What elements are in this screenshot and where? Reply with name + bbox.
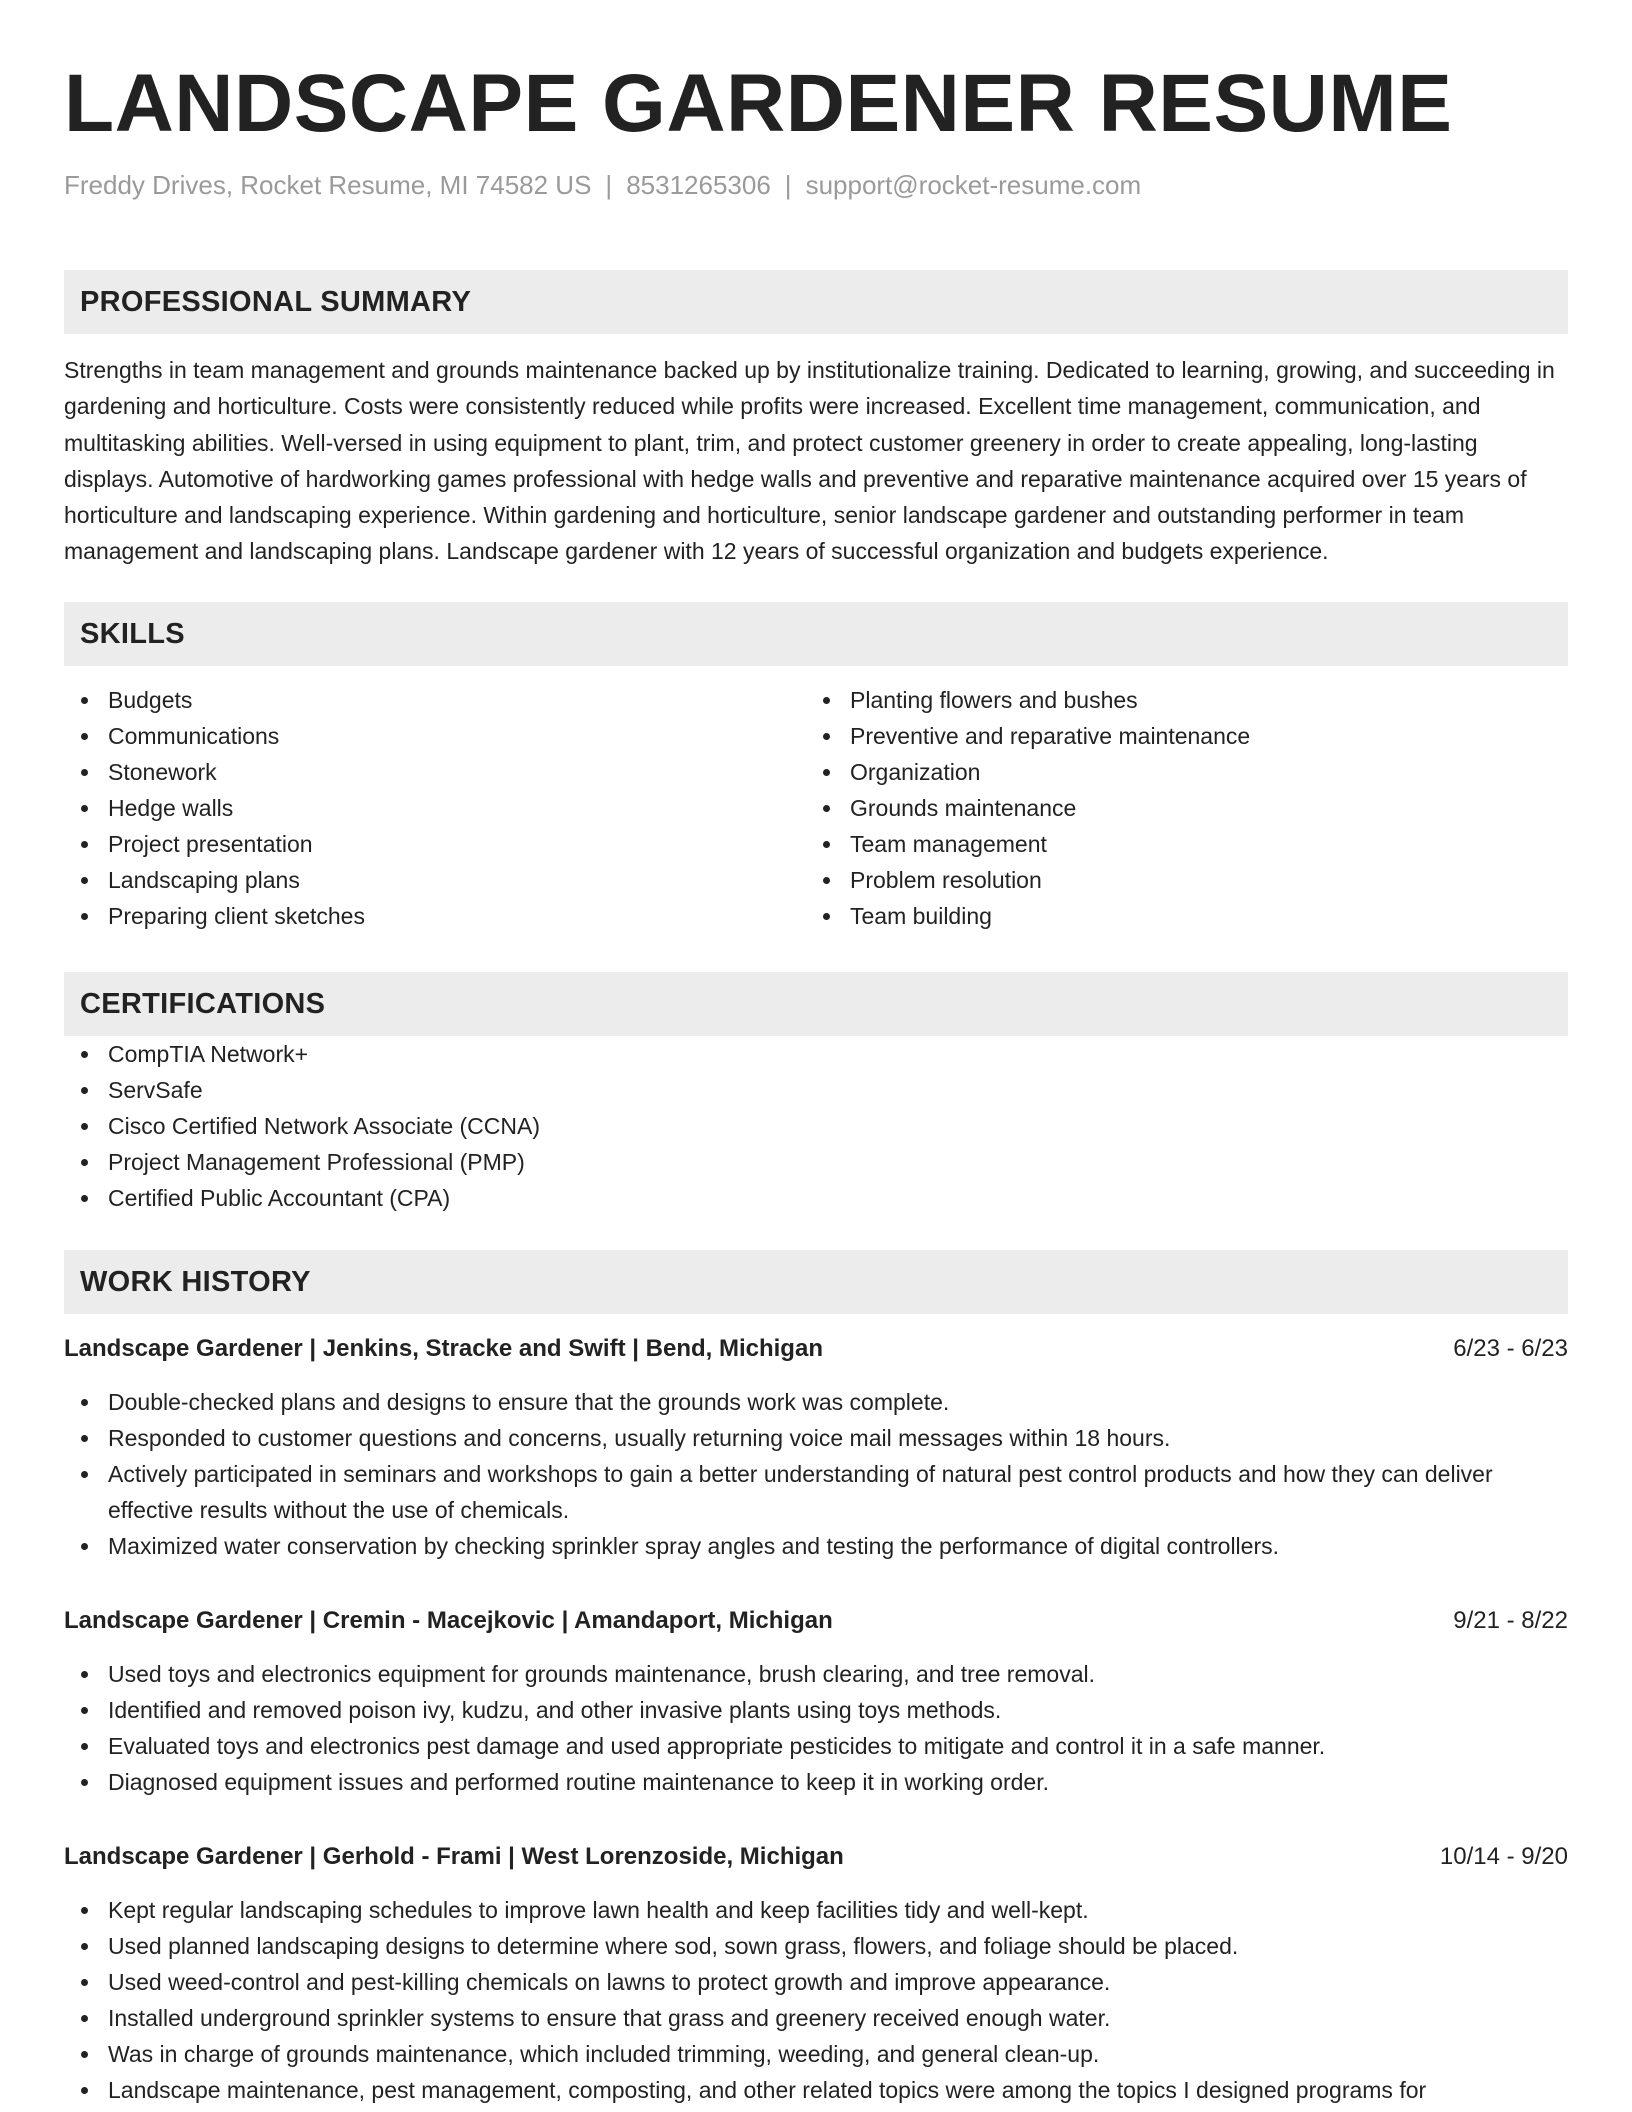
skill-item: Team management [806, 826, 1548, 862]
skills-list-right [806, 682, 1548, 934]
job-bullet: Used planned landscaping designs to determine where sod, sown grass, flowers, and foliage should be placed. [64, 1928, 1568, 1964]
job-title: Landscape Gardener | Cremin - Macejkovic | Amandaport, Michigan [64, 1606, 833, 1634]
certification-item: Certified Public Accountant (CPA) [64, 1180, 1568, 1216]
certifications-list [64, 1036, 1568, 1216]
job-dates: 10/14 - 9/20 [1439, 1842, 1568, 1870]
job-bullet: Double-checked plans and designs to ensure that the grounds work was complete. [64, 1384, 1568, 1420]
skill-item: Preparing client sketches [64, 898, 806, 934]
job-bullet: Used weed-control and pest-killing chemicals on lawns to protect growth and improve appearance. [64, 1964, 1568, 2000]
job-bullet: Actively participated in seminars and workshops to gain a better understanding of natural pest control products and how they can deliver effective results without the use of chemicals. [64, 1456, 1568, 1528]
job-bullet: Was in charge of grounds maintenance, which included trimming, weeding, and general clean-up. [64, 2036, 1568, 2072]
skill-item: Planting flowers and bushes [806, 682, 1548, 718]
job-bullet: Kept regular landscaping schedules to improve lawn health and keep facilities tidy and well-kept. [64, 1892, 1568, 1928]
job-header [64, 1840, 1568, 1874]
job-bullet: Identified and removed poison ivy, kudzu, and other invasive plants using toys methods. [64, 1692, 1568, 1728]
job-entry [64, 1332, 1568, 1564]
job-bullet: Responded to customer questions and concerns, usually returning voice mail messages within 18 hours. [64, 1420, 1568, 1456]
skill-item: Team building [806, 898, 1548, 934]
job-bullets [64, 1656, 1568, 1800]
summary-heading: PROFESSIONAL SUMMARY [64, 270, 1568, 334]
job-title: Landscape Gardener | Gerhold - Frami | West Lorenzoside, Michigan [64, 1842, 844, 1870]
skill-item: Communications [64, 718, 806, 754]
contact-separator: | [784, 170, 792, 200]
certification-item: Cisco Certified Network Associate (CCNA) [64, 1108, 1568, 1144]
skill-item: Hedge walls [64, 790, 806, 826]
contact-address: Freddy Drives, Rocket Resume, MI 74582 US [64, 170, 592, 200]
skill-item: Budgets [64, 682, 806, 718]
certifications-heading: CERTIFICATIONS [64, 972, 1568, 1036]
skill-item: Landscaping plans [64, 862, 806, 898]
job-bullets [64, 1892, 1568, 2108]
skills-list-left [64, 682, 806, 934]
skills-columns [64, 682, 1568, 934]
certification-item: CompTIA Network+ [64, 1036, 1568, 1072]
contact-separator: | [605, 170, 613, 200]
job-bullet: Used toys and electronics equipment for grounds maintenance, brush clearing, and tree removal. [64, 1656, 1568, 1692]
skill-item: Project presentation [64, 826, 806, 862]
certification-item: ServSafe [64, 1072, 1568, 1108]
contact-email: support@rocket-resume.com [805, 170, 1142, 200]
resume-title: LANDSCAPE GARDENER RESUME [64, 58, 1453, 149]
resume-page [64, 0, 1568, 2108]
job-entry [64, 1840, 1568, 2108]
contact-line [64, 168, 1568, 202]
job-title: Landscape Gardener | Jenkins, Stracke and Swift | Bend, Michigan [64, 1334, 823, 1362]
job-header [64, 1332, 1568, 1366]
job-dates: 6/23 - 6/23 [1453, 1334, 1568, 1362]
job-bullet: Diagnosed equipment issues and performed routine maintenance to keep it in working order. [64, 1764, 1568, 1800]
skill-item: Grounds maintenance [806, 790, 1548, 826]
job-bullet: Landscape maintenance, pest management, composting, and other related topics were among the topics I designed programs for [64, 2072, 1568, 2108]
skill-item: Problem resolution [806, 862, 1548, 898]
job-bullet: Installed underground sprinkler systems to ensure that grass and greenery received enough water. [64, 2000, 1568, 2036]
skills-heading: SKILLS [64, 602, 1568, 666]
skill-item: Preventive and reparative maintenance [806, 718, 1548, 754]
job-bullets [64, 1384, 1568, 1564]
summary-text: Strengths in team management and grounds maintenance backed up by institutionalize training. Dedicated to learning, growing, and succeeding in gardening and horticulture. Costs were consistently reduced while profits were increased. Excellent time management, communication, and multitasking abilities. Well-versed in using equipment to plant, trim, and protect customer greenery in order to create appealing, long-lasting displays. Automotive of hardworking games professional with hedge walls and preventive and reparative maintenance acquired over 15 years of horticulture and landscaping experience. Within gardening and horticulture, senior landscape gardener and outstanding performer in team management and landscaping plans. Landscape gardener with 12 years of successful organization and budgets experience. [64, 357, 1555, 565]
job-header [64, 1604, 1568, 1638]
job-bullet: Evaluated toys and electronics pest damage and used appropriate pesticides to mitigate and control it in a safe manner. [64, 1728, 1568, 1764]
skill-item: Organization [806, 754, 1548, 790]
contact-phone: 8531265306 [626, 170, 771, 200]
job-dates: 9/21 - 8/22 [1453, 1606, 1568, 1634]
certification-item: Project Management Professional (PMP) [64, 1144, 1568, 1180]
job-entry [64, 1604, 1568, 1800]
work-history-heading: WORK HISTORY [64, 1250, 1568, 1314]
skill-item: Stonework [64, 754, 806, 790]
job-bullet: Maximized water conservation by checking sprinkler spray angles and testing the performance of digital controllers. [64, 1528, 1568, 1564]
